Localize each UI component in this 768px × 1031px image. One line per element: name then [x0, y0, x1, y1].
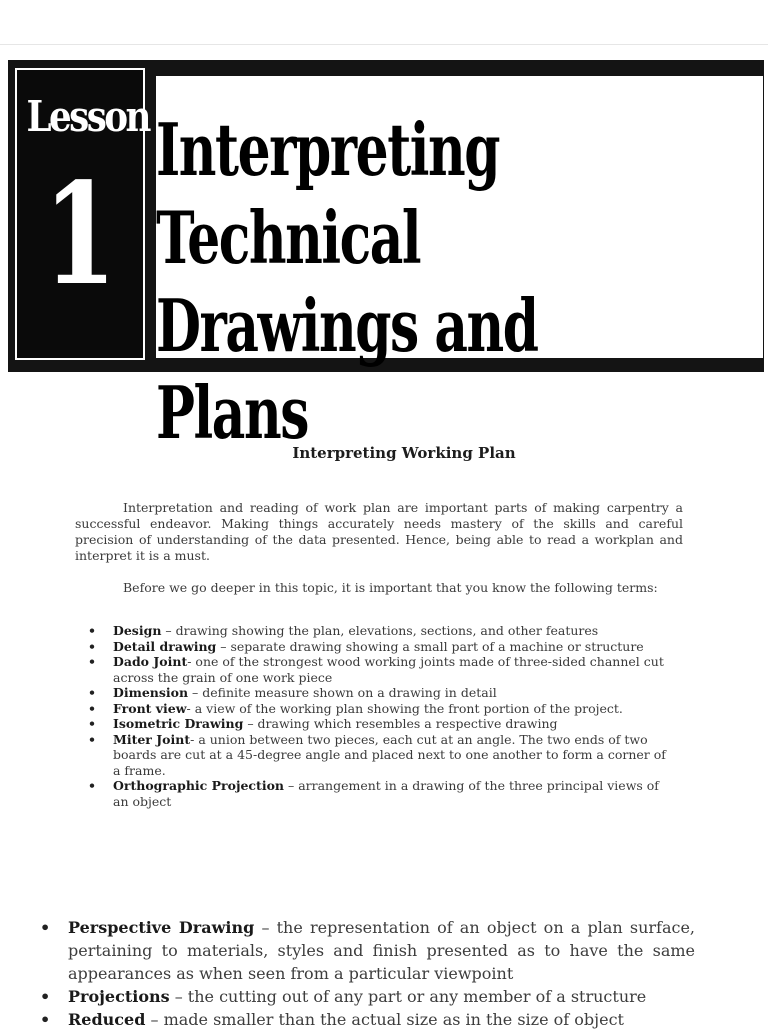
- list-item: [88, 701, 673, 717]
- term-definition: – the cutting out of any part or any member of a structure: [169, 987, 647, 1006]
- term-name: Miter Joint: [113, 731, 191, 747]
- term-name: Perspective Drawing: [68, 918, 255, 937]
- lesson-number: 1: [43, 153, 117, 317]
- terms-list: [88, 623, 673, 809]
- list-item: [88, 732, 673, 779]
- term-definition: – separate drawing showing a small part of a machine or structure: [216, 638, 644, 654]
- list-item: [40, 1008, 695, 1031]
- term-definition: - one of the strongest wood working joints made of three-sided channel cut across the grain of one work piece: [113, 654, 664, 685]
- lesson-title: Interpreting Technical Drawings and Plans: [156, 107, 538, 456]
- terms-intro-paragraph: Before we go deeper in this topic, it is important that you know the following terms:: [123, 580, 658, 595]
- list-item: [88, 716, 673, 732]
- term-definition: – arrangement in a drawing of the three principal views of an object: [113, 778, 659, 809]
- list-item: [88, 623, 673, 639]
- term-definition: – drawing which resembles a respective drawing: [243, 716, 558, 731]
- term-definition: – the representation of an object on a plan surface, pertaining to materials, styles and finish presented as to have the same appearances as when seen from a particular viewpoint: [68, 918, 696, 983]
- page-top-rule: [0, 44, 768, 45]
- list-item: [88, 685, 673, 701]
- term-name: Dimension: [113, 685, 189, 700]
- term-name: Orthographic Projection: [113, 778, 284, 793]
- term-name: Isometric Drawing: [113, 716, 244, 731]
- lesson-word: Lesson: [26, 92, 149, 141]
- lesson-number-panel: [15, 68, 149, 360]
- list-item: [88, 639, 673, 655]
- list-item: [40, 916, 695, 985]
- list-item: [40, 985, 695, 1008]
- term-name: Dado Joint: [113, 654, 188, 669]
- term-definition: – definite measure shown on a drawing in detail: [188, 685, 497, 700]
- term-definition: – drawing showing the plan, elevations, sections, and other features: [161, 623, 599, 638]
- section-title: Interpreting Working Plan: [292, 444, 516, 462]
- term-name: Detail drawing: [113, 638, 217, 654]
- term-definition: – made smaller than the actual size as in the size of object: [145, 1010, 624, 1029]
- term-name: Front view: [113, 700, 187, 716]
- list-item: [88, 654, 673, 685]
- term-name: Design: [113, 623, 162, 638]
- terms-list-continued: [40, 916, 695, 1031]
- term-definition: - a view of the working plan showing the front portion of the project.: [186, 700, 623, 716]
- list-item: [88, 778, 673, 809]
- intro-paragraph: Interpretation and reading of work plan are important parts of making carpentry a successful endeavor. Making things accurately needs mastery of the skills and careful precision of understanding of the data presented. Hence, being able to read a workplan and interpret it is a must.: [75, 500, 683, 563]
- term-definition: - a union between two pieces, each cut at an angle. The two ends of two boards are cut at a 45-degree angle and placed next to one another to form a corner of a frame.: [113, 731, 666, 778]
- term-name: Projections: [68, 987, 170, 1006]
- term-name: Reduced: [68, 1010, 146, 1029]
